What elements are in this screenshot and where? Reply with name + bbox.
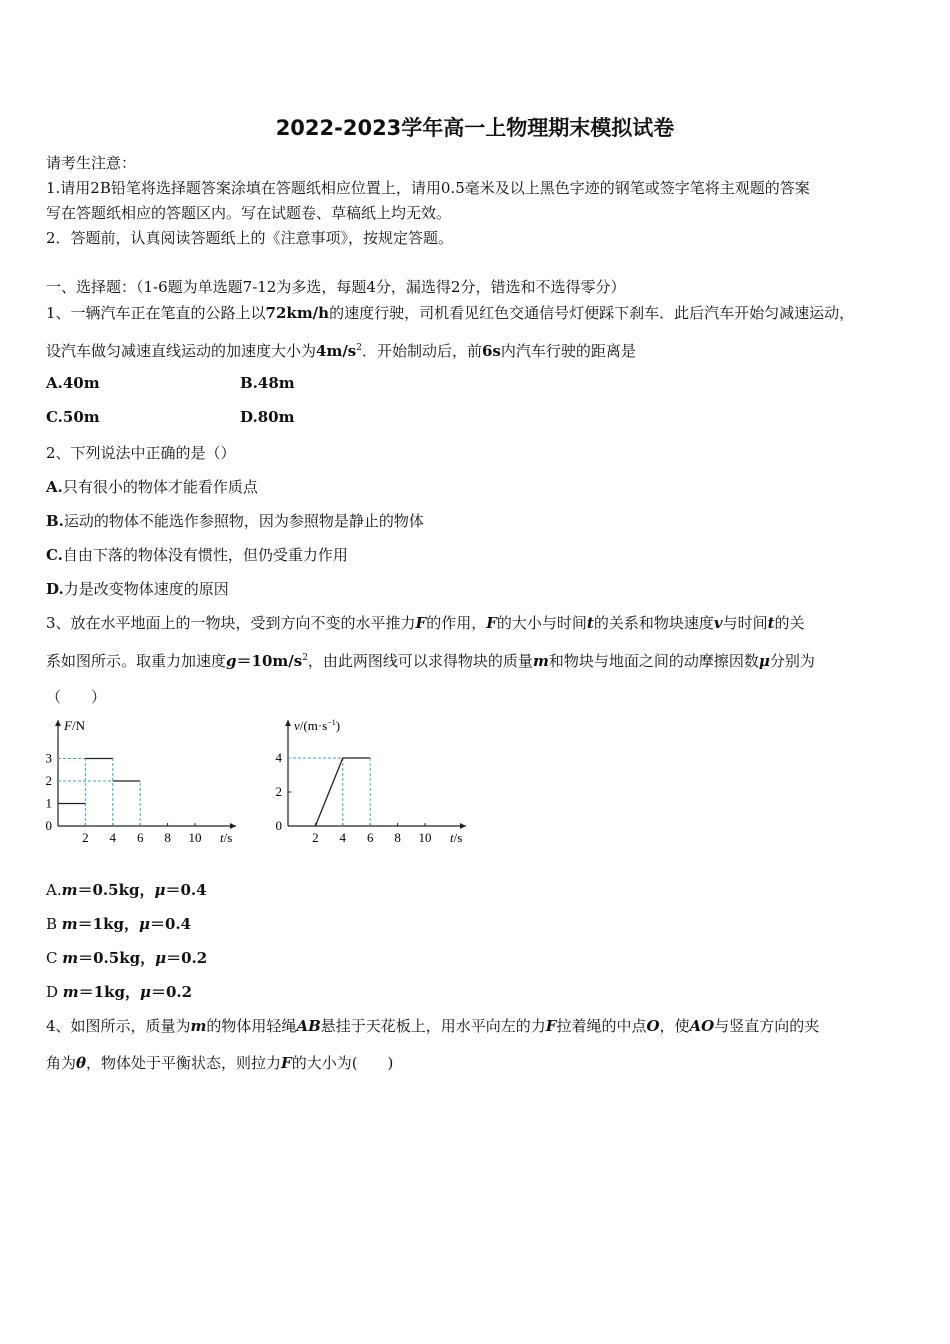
velocity-chart-y-label: $v/(m\cdot s^{-1})$ [294, 718, 341, 733]
force-chart-y-tick-label: 3 [45, 750, 52, 766]
force-chart-x-label: t/s [220, 830, 233, 845]
velocity-chart-x-tick-label: 10 [418, 830, 432, 845]
force-chart-x-arrow [230, 823, 236, 829]
velocity-chart-x-arrow [460, 823, 466, 829]
q2-option-b[interactable]: B.运动的物体不能选作参照物，因为参照物是静止的物体 [46, 512, 424, 530]
force-chart-y-arrow [55, 720, 61, 726]
q1-option-b[interactable]: B.48m [240, 374, 295, 392]
velocity-chart-x-tick-label: 2 [312, 830, 319, 845]
q1-stem-line1: 1、一辆汽车正在笔直的公路上以72km/h的速度行驶，司机看见红色交通信号灯便踩下刹车．此后汽车开始匀减速运动， [46, 304, 855, 322]
q1-option-c[interactable]: C.50m [46, 408, 100, 426]
q1-stem-line2: 设汽车做匀减速直线运动的加速度大小为$4m/s^2$．开始制动后，前6s内汽车行驶的距离是 [46, 342, 636, 360]
q3-option-c[interactable]: C m＝0.5kg，μ＝0.2 [46, 949, 208, 967]
q2-option-d[interactable]: D.力是改变物体速度的原因 [46, 580, 229, 598]
velocity-chart-y-tick-label: 2 [275, 784, 282, 799]
force-chart-x-tick-label: 6 [136, 830, 144, 845]
q1-option-a[interactable]: A.40m [46, 374, 100, 392]
force-chart-y-tick-label: 0 [45, 818, 52, 833]
force-chart-y-tick-label: 1 [45, 795, 52, 811]
page-title: 2022-2023学年高一上物理期末模拟试卷 [275, 116, 675, 140]
q2-option-a[interactable]: A.只有很小的物体才能看作质点 [46, 478, 258, 496]
force-chart-y-tick-label: 2 [45, 773, 52, 788]
q3-option-d[interactable]: D m＝1kg，μ＝0.2 [46, 983, 193, 1001]
velocity-chart-x-tick-label: 8 [394, 830, 401, 845]
force-chart-x-tick-label: 4 [109, 830, 117, 845]
velocity-chart-y-arrow [285, 720, 291, 726]
q3-stem-line3: （ ） [46, 688, 107, 706]
force-chart-x-tick-label: 10 [188, 830, 202, 845]
notice-item-2: 写在答题纸相应的答题区内。写在试题卷、草稿纸上均无效。 [46, 204, 452, 222]
q2-option-c[interactable]: C.自由下落的物体没有惯性，但仍受重力作用 [46, 546, 348, 564]
velocity-chart-y-tick-label: 0 [275, 818, 282, 833]
q4-stem-line2: 角为θ，物体处于平衡状态，则拉力F的大小为( ) [46, 1054, 394, 1072]
velocity-chart-x-tick-label: 6 [366, 830, 374, 845]
force-chart-x-tick-label: 8 [164, 830, 171, 845]
q3-stem-line2: 系如图所示。取重力加速度$g=10m/s^2$，由此两图线可以求得物块的质量m和物块与地面之间的动摩擦因数μ分别为 [46, 652, 815, 670]
q3-option-b[interactable]: B m＝1kg，μ＝0.4 [46, 915, 192, 933]
force-time-chart [40, 712, 250, 852]
velocity-chart-y-tick-label: 4 [275, 750, 282, 765]
velocity-time-chart [268, 712, 478, 852]
notice-item-1: 1.请用2B铅笔将选择题答案涂填在答题纸相应位置上，请用0.5毫米及以上黑色字迹的钢笔或签字笔将主观题的答案 [46, 179, 810, 197]
q4-stem-line1: 4、如图所示，质量为m的物体用轻绳AB悬挂于天花板上，用水平向左的力F拉着绳的中点O，使AO与竖直方向的夹 [46, 1017, 820, 1035]
section-heading: 一、选择题：（1-6题为单选题7-12为多选，每题4分，漏选得2分，错选和不选得零分） [46, 278, 626, 296]
force-chart-y-label: F/N [64, 718, 85, 733]
notice-item-3: 2．答题前，认真阅读答题纸上的《注意事项》，按规定答题。 [46, 229, 454, 247]
q2-stem: 2、下列说法中正确的是（） [46, 444, 236, 462]
force-chart-x-tick-label: 2 [82, 830, 89, 845]
velocity-chart-x-tick-label: 4 [339, 830, 347, 845]
q3-option-a[interactable]: A.m＝0.5kg，μ＝0.4 [46, 881, 207, 899]
q3-stem-line1: 3、放在水平地面上的一物块，受到方向不变的水平推力F的作用，F的大小与时间t的关系和物块速度v与时间t的关 [46, 614, 805, 632]
q1-option-d[interactable]: D.80m [240, 408, 295, 426]
velocity-chart-x-label: t/s [450, 830, 463, 845]
notice-heading: 请考生注意： [46, 154, 137, 172]
